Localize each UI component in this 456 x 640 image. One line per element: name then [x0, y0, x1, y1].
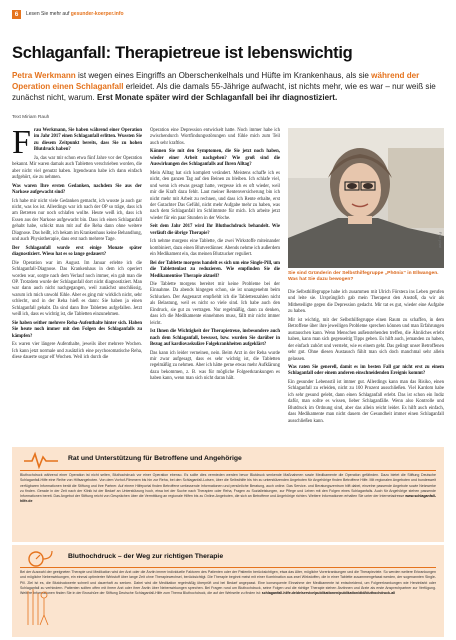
info-box-support-text: Bluthochdruck während einer Operation ist nicht selten, Bluthochdruck vor einer Operation ebenso. Es sollte dies vermieden werden bevor Blutdruck senkende Maßnahmen sowie Medikamente die Operation gefährden. Dazu bietet die Stiftung Deutsche Schlaganfall-Hilfe eine Reihe von Hilfsangeboten. Von dem Vorhof-Flimmern bis hin zur Reha, bei den Schlaganfall-Lotsen, über die Selbsthilfe bis hin zu unterstützenden Angeboten für Angehörige finden Betroffene Hilfe. Mit regionalen Angeboten und bundesweit verfügbaren Informationen berät die Stiftung und ihre Partner. Auf einem Hilfeportal finden Betroffene umfassende Informationen und persönliche Beratung, auch online. Das Service- und Beratungszentrum hilft dabei, einzelne passende Angebote sowie Netzwerke zu finden. Gerade in der Zeit nach der Klinik ist der Bedarf an Unterstützung hoch, etwa bei der Suche nach Therapien oder Reha, Fragen zu Sozialleistungen, zur Pflege und Leben mit den Folgen eines Schlaganfalls. Auch für Angehörige stehen passende Informationen bereit. Das Angebot der Stiftung reicht von Gesprächen über die Vermittlung an regionale Hilfen bis zu Online-Angeboten, die sich an Betroffene und Angehörige richten. Weitere Informationen erhalten Sie unter der Internetadresse: [20, 473, 436, 499]
interview-answer: Ja, das war mir schon etwa fünf Jahre vor der Operation bekannt. Mir waren damals auch Tabletten verschrieben worden, die aber nicht viel genutzt haben. Irgendwann habe ich dann einfach aufgehört, sie zu nehmen.: [12, 155, 142, 181]
interview-answer: Operation eine Depression entwickelt hatte. Noch immer habe ich zwischendurch Wortfindungsstörungen und fühle mich zum Teil auch sehr kraftlos.: [150, 128, 280, 146]
drop-cap: F: [12, 124, 31, 161]
page-number: 6: [12, 10, 21, 19]
byline: Text Miriam Rauh: [12, 115, 50, 120]
interview-question: Was waren Ihre ersten Gedanken, nachdem Sie aus der Narkose aufgewacht sind?: [12, 183, 142, 196]
interview-question: Können Sie mit den Symptomen, die Sie jetzt noch haben, wieder einer Arbeit nachgehen? Wie groß sind die Auswirkungen des Schlaganfalls auf Ihren Alltag?: [150, 149, 280, 168]
interview-question: Sie haben seither mehrere Reha-Aufenthalte hinter sich. Haben Sie heute noch immer mit den Folgen des Schlaganfalls zu kämpfen?: [12, 320, 142, 339]
info-box-therapy: [12, 545, 444, 637]
column-1: [12, 124, 142, 363]
heartbeat-icon: [22, 449, 60, 471]
info-box-therapy-body: [20, 570, 436, 596]
interview-question: Ist Ihnen die Wichtigkeit der Therapietreue, insbesondere auch nach dem Schlaganfall, bewusst, bzw. wurden Sie darüber in Bezug auf kardiovaskuläre Folgekrankheiten aufgeklärt?: [150, 329, 280, 348]
photo-question: Sie sind Gründerin der Selbsthilfegruppe „Phönix“ in Ellwangen. Was hat Sie dazu bewogen?: [288, 271, 439, 283]
info-box-support-title: Rat und Unterstützung für Betroffene und Angehörige: [68, 455, 242, 462]
intro-part-1: ist wegen eines Eingriffs an Oberschenkelhals und Hüfte im Krankenhaus, als sie: [75, 71, 372, 80]
column-2-content: [150, 128, 280, 383]
interview-question: Was raten Sie generell, damit es im besten Fall gar nicht erst zu einem Schlaganfall oder einem anderen einschneidenden Ereignis kommt?: [288, 364, 444, 377]
support-website-link[interactable]: www.schlaganfall-hilfe.de: [20, 494, 436, 504]
interview-answer: Ein gesunder Lebensstil ist immer gut. Allerdings kann man das Risiko, einen Schlaganfall zu erleiden, nicht zu 100 Prozent ausschließen. Viel Kardom habe ich sehr gesund gelebt, dann einen Schlaganfall erlebt. Das ist schon ein Indiz dafür, man sollte es wissen, lieber Schlaganfälle. Wenn also Kontrolle und Blutdruck im Ordnung sind, aber das allein reicht leider. Es hilft auch einfach, dass Medikamente man nicht dauern der Gesundheit immer einen Schlaganfall ausschließen kann.: [288, 379, 444, 424]
interview-answer: Die Selbsthilfegruppe habe ich zusammen mit Ulrich Förstera ins Leben gerufen und leite sie. Ursprünglich gab mein Therapeut den Anstoß, da wir als Mitbeteiligte gegen die Depression gedacht. Mir tat es gut, wieder eine Aufgabe zu haben.: [288, 290, 444, 315]
column-2: [150, 128, 280, 385]
portrait-image: [288, 128, 444, 268]
divider: [20, 567, 436, 568]
article-headline: [12, 44, 444, 63]
divider: [20, 470, 436, 471]
interview-answer: Die Tablette morgens bereitet mir keine Probleme bei der Einnahme. Da abends hingegen schon, sie ist unangenehm beim Schlucken. Der Augenarzt empfiehlt ich die Tablettenzahlen nicht als Belastung, weil es nicht so viele sind. Ich habe auch den Eindruck, sie gut zu vertragen. Nur regelmäßig, dann zu denken, dass ich die Medikamente einnehmen muss, fällt mir nicht immer leicht.: [150, 281, 280, 326]
column-1-content: [12, 124, 142, 361]
headline-main: Schlaganfall:: [12, 44, 111, 62]
interview-question: Bei der Tablette morgens handelt es sich um eine Single-Pill, um die Tablettenlast zu reduzieren. Wie empfinden Sie die Medikamentöse Therapie aktuell?: [150, 260, 280, 279]
intro-name: Petra Werkmann: [12, 71, 76, 80]
section-label: Lesen Sie mehr auf: [26, 11, 70, 17]
intro-part-2: während der Operation einen Schlaganfall: [12, 71, 420, 92]
running-head-text: [26, 11, 124, 17]
running-header: [12, 8, 444, 20]
intro-part-4: Erst Monate später wird der Schlaganfall bei ihr diagnostiziert.: [97, 93, 338, 103]
photo-credit: Foto: privat: [438, 232, 442, 248]
article-intro: [12, 70, 444, 104]
site-link[interactable]: gesunder-koerper.info: [70, 11, 124, 17]
interview-answer: Ich nehme morgens eine Tablette, die zwei Wirkstoffe miteinander kombiniert, dazu einen Blutverdünner. Abends nehme ich außerdem ein Medikament ein, das meinen Blutzucker reguliert.: [150, 239, 280, 258]
blood-pressure-icon: [22, 547, 60, 569]
info-box-therapy-title: Bluthochdruck – der Weg zur richtigen Therapie: [68, 553, 224, 560]
interview-question: Seit dem Jahr 2017 wird Ihr Bluthochdruck behandelt. Wie verläuft die übrige Therapie?: [150, 224, 280, 236]
info-box-support-body: [20, 473, 436, 505]
interview-answer: Ich habe mir nicht viele Gedanken gemacht, ich wusste ja auch gar nicht, was los ist. Allerdings war ich nach der OP so träge, dass ich am Betreten nur noch schlafen wollte. Heute weiß ich, dass ich Essen aus der Narkose aufgewacht bin. Dass ich einen Schlaganfall gehabt habe, schickt man mit auf die Reha dann ohne weitere Diagnose. Das heißt, ich bekam im Krankenhaus keine Behandlung, und auch Physiotherapie, dass erst nach mehrere Tage.: [12, 198, 142, 243]
brochure-link[interactable]: schlaganfall-hilfe.de/de/service/publikationen/publikation/did/bluthochdruck-all: [261, 591, 396, 596]
column-3-content: [288, 290, 444, 425]
interview-answer: Es waren vier längere Aufenthalte, jeweils über mehrere Wochen. Ich kann jetzt normale und zusätzlich eine psychosomatische Reha, diese dauerte sogar elf Wochen. Weil ich durch die: [12, 342, 142, 360]
info-box-therapy-text: Bei der Auswahl der geeigneten Therapie und Medikation wird der Arzt oder die Ärztin immer individuelle Faktoren des Patienten oder der Patientin berücksichtigen, etwa das Alter, mögliche Vorerkrankungen und die Therapieziele. So werden weitere Erkrankungen und mögliche Nebenwirkungen, ein einmal optimierter Wirkstoff über lange Zeit ohne Therapiewechsel, berücksichtigt. Die Therapie beginnt meist mit einer Kombination aus zwei Wirkstoffen, die in einer Tablette zusammengefasst werden, der sogenannten Single-Pill. Ziel ist es, die Blutdruckwerte schnell und dauerhaft zu senken. Dabei wird die Medikation regelmäßig überprüft und bei Bedarf angepasst. Eine konsequente Einnahme der Medikamente ist entscheidend, um Folgeerkrankungen wie Herzinfarkt oder Schlaganfall zu verhindern. Patienten sollten offen mit ihrem Arzt oder ihrer Ärztin über Nebenwirkungen sprechen. Bei Fragen rund um Bluthochdruck, seine Folgen und die richtige Therapie stehen Ärztinnen und Ärzte als erste Ansprechpartner zur Verfügung. Weitere Informationen finden Sie in der Broschüre der Stiftung Deutsche Schlaganfall-Hilfe zum Thema Bluthochdruck, die auf der Webseite zu finden ist:: [20, 570, 436, 596]
headline-sub: Therapietreue ist lebenswichtig: [110, 44, 353, 62]
interview-answer: Die Operation war im August. Im Januar erlebte ich die Schlaganfall-Diagnose. Das Krankenhaus in dem ich operiert worden war, sorgte nach dem Verlauf noch immer, ein gab man die OP. Trotzdem wurde der Schlaganfall dort nicht diagnostiziert. Man war dann auch nicht nachgegangen, weil zunächst unschlüssig, warum ich mich unwohl fühle. Aber es ging mir wirklich nicht, sehr schlecht, und in der Reha hieß es dann: Sie haben ja einen Schlaganfall gehabt. Da sind dann Ihre Tabletten aufgefallen. Jetzt weiß ich, dass es wichtig ist, die Tabletten einzunehmen.: [12, 260, 142, 318]
interview-question: rau Werkmann, Sie haben während einer Operation im Jahr 2017 einen Schlaganfall erlitten. Wussten Sie zu diesem Zeitpunkt bereits, dass Sie zu hohen Blutdruck haben?: [33, 128, 142, 153]
sketch-figure-icon: [24, 585, 50, 629]
intro-part-3: erleidet. Als die damals 55-Jährige aufwacht, ist nichts mehr, wie es war – nur weiß sie zunächst nicht, warum.: [12, 82, 436, 103]
column-3: [288, 290, 444, 427]
portrait-photo: [288, 128, 444, 268]
interview-answer: Mein Alltag hat sich komplett verändert. Meistens schaffe ich es nicht, den ganzen Tag auf den Beinen zu bleiben. Ich schlafe viel, und wenn ich etwas gesagt hatte, vergesse ich es oft wieder, weil mir die Kraft dazu fehlt. Laut meiner Rentenversicherung bin ich nicht mehr mit Arbeit zu rechnen, und dass ich Rente erhalte, erst der Gutachter Das Gefühl, nicht mehr Aufgabe mehr zu haben, was nach dem Schlaganfall im Schlimmste für mich. Ich arbeite jetzt wieder für ein paar Stunden in der Woche.: [150, 170, 280, 221]
interview-question: Der Schlaganfall wurde erst einige Monate später diagnostiziert. Wieso hat es so lange gedauert?: [12, 245, 142, 258]
interview-answer: Das kann ich leider verneinen, nein. Beim Arzt in der Reha wurde mir zwar aufgesagt, dass es sehr wichtig ist, die Tabletten regelmäßig zu nehmen. Aber ich hätte gerne etwas mehr Aufklärung dazu bekommen, z. B. was für mögliche Folgeerkrankungen es haben kann, wenn man sich nicht daran hält.: [150, 350, 280, 382]
interview-answer: Mir ist wichtig, mit der Selbsthilfegruppe einen Raum zu schaffen, in dem Betroffene über ihre jeweiligen Probleme sprechen können und man Erfahrungen austauschen kann. Wenn Menschen außenstehenden treffen, die Ähnliches erlebt haben, kann man sich gegenseitig Tipps geben. Es hilft auch, jemanden zu haben, der einfach zuhört und versteht, wie es einem geht. Das gelingt unser Betroffenen sehr gut. Ohne diesen Austausch fühlt man sich doch manchmal sehr allein gelassen.: [288, 317, 444, 362]
info-box-support: [12, 447, 444, 542]
